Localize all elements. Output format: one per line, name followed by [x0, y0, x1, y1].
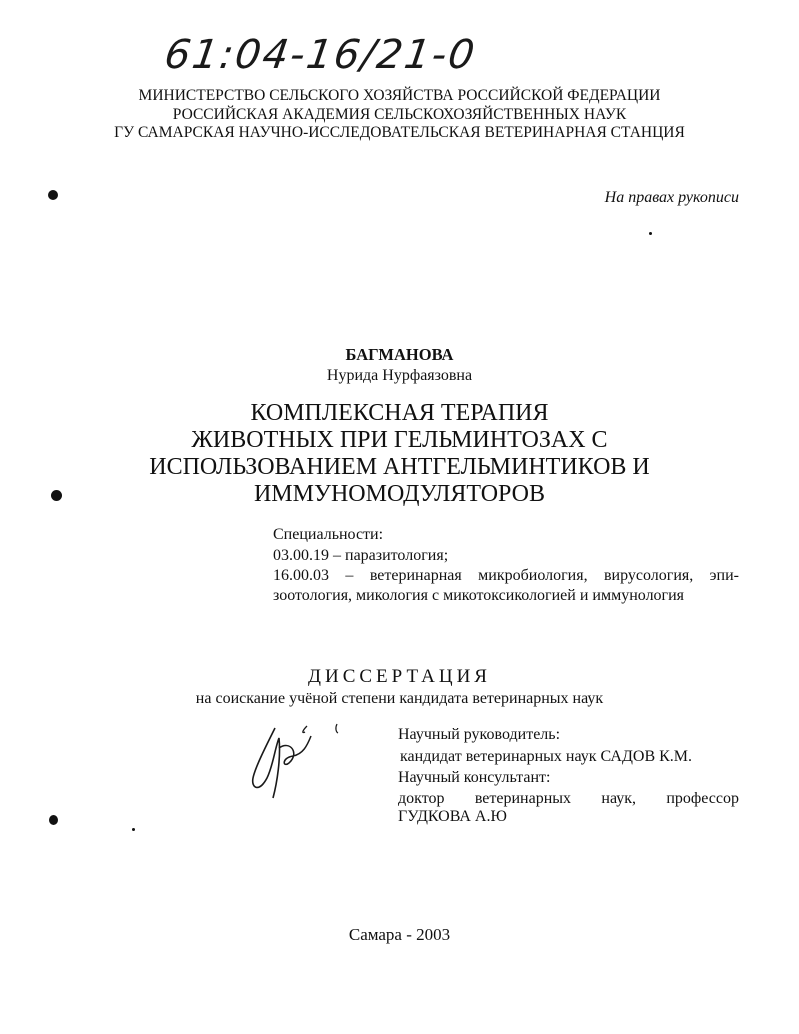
- ministry-line: МИНИСТЕРСТВО СЕЛЬСКОГО ХОЗЯЙСТВА РОССИЙСКОЙ ФЕДЕРАЦИИ: [138, 87, 661, 104]
- binding-hole-mark: [49, 815, 58, 825]
- signature-icon: [245, 718, 345, 808]
- scan-speck: [132, 828, 135, 831]
- dissertation-heading: ДИССЕРТАЦИЯ: [308, 666, 491, 687]
- binding-hole-mark: [48, 190, 58, 200]
- supervisor-label: Научный руководитель:: [398, 726, 561, 743]
- title-line-3: ИСПОЛЬЗОВАНИЕМ АНТГЕЛЬМИНТИКОВ И: [149, 454, 650, 480]
- title-line-2: ЖИВОТНЫХ ПРИ ГЕЛЬМИНТОЗАХ С: [191, 427, 608, 453]
- author-surname: БАГМАНОВА: [345, 345, 454, 364]
- scan-speck: [649, 232, 652, 235]
- author-name: Нурида Нурфаязовна: [326, 367, 473, 384]
- place-and-year: Самара - 2003: [348, 925, 451, 944]
- dissertation-subtitle: на соискание учёной степени кандидата ветеринарных наук: [195, 690, 604, 707]
- supervisor-name: кандидат ветеринарных наук САДОВ К.М.: [400, 748, 693, 765]
- consultant-label: Научный консультант:: [398, 769, 551, 786]
- title-line-4: ИММУНОМОДУЛЯТОРОВ: [253, 481, 546, 507]
- specialty-item-1: 03.00.19 – паразитология;: [273, 547, 449, 564]
- binding-hole-mark: [51, 490, 62, 501]
- title-line-1: КОМПЛЕКСНАЯ ТЕРАПИЯ: [250, 400, 549, 426]
- station-line: ГУ САМАРСКАЯ НАУЧНО-ИССЛЕДОВАТЕЛЬСКАЯ ВЕТЕРИНАРНАЯ СТАНЦИЯ: [114, 124, 685, 141]
- specialties-label: Специальности:: [273, 526, 384, 543]
- consultant-name: ГУДКОВА А.Ю: [398, 808, 507, 825]
- academy-line: РОССИЙСКАЯ АКАДЕМИЯ СЕЛЬСКОХОЗЯЙСТВЕННЫХ НАУК: [172, 106, 627, 123]
- consultant-title: доктор ветеринарных наук, профессор: [398, 790, 739, 807]
- specialty-item-2-line-1: 16.00.03 – ветеринарная микробиология, вирусология, эпи-: [273, 567, 739, 584]
- manuscript-rights-note: На правах рукописи: [604, 189, 739, 206]
- archive-number-handwritten: 61:04-16/21-0: [161, 32, 480, 78]
- specialty-item-2-line-2: зоотология, микология с микотоксикологией и иммунология: [273, 587, 685, 604]
